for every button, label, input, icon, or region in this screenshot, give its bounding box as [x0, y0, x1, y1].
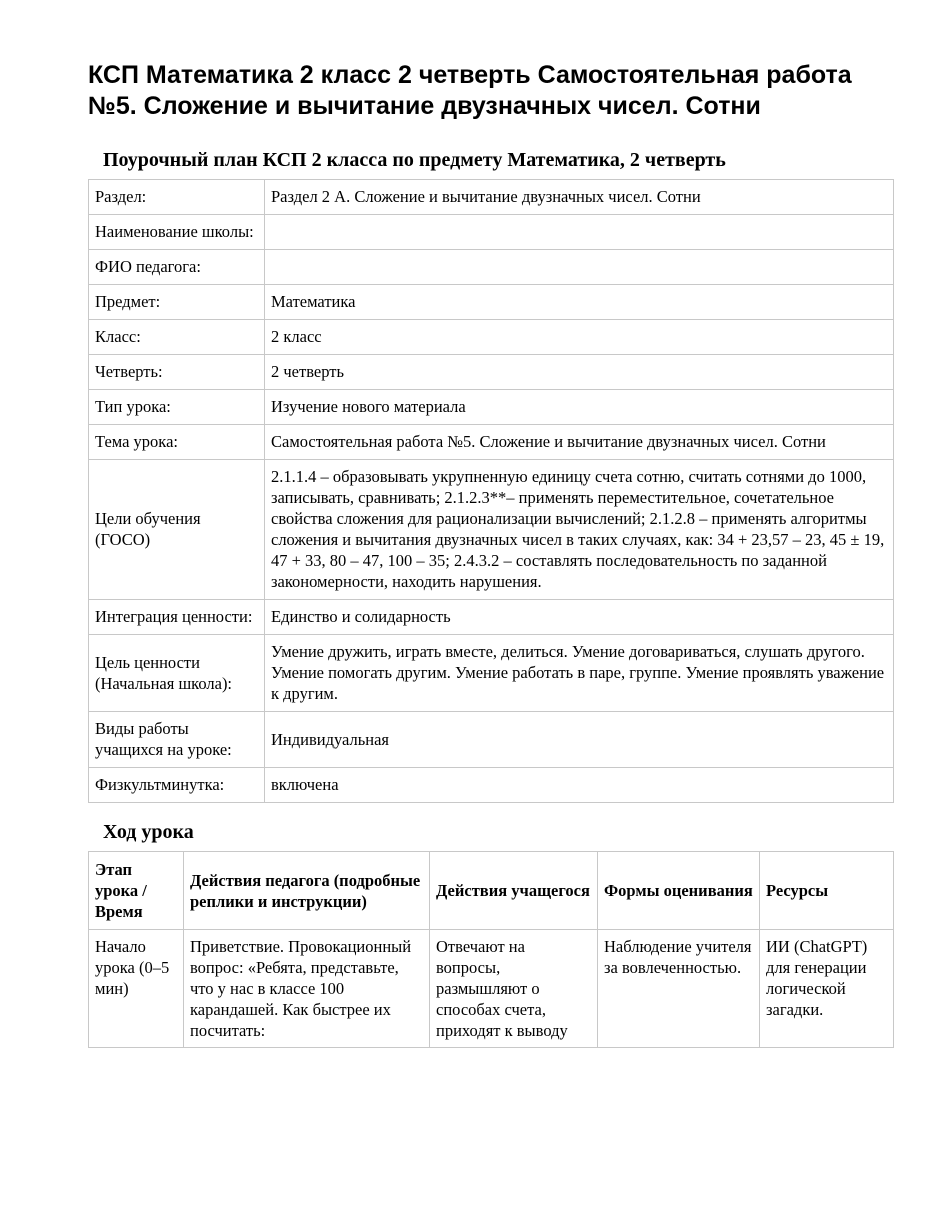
column-header-teacher: Действия педагога (подробные реплики и инструкции) — [184, 852, 430, 930]
column-header-student: Действия учащегося — [430, 852, 598, 930]
info-label-physical-break: Физкультминутка: — [89, 768, 265, 803]
info-value-work-types: Индивидуальная — [265, 712, 894, 768]
table-row — [89, 635, 894, 712]
table-row — [89, 215, 894, 250]
info-value-lesson-type: Изучение нового материала — [265, 390, 894, 425]
info-value-quarter: 2 четверть — [265, 355, 894, 390]
info-value-goals: 2.1.1.4 – образовывать укрупненную единицу счета сотню, считать сотнями до 1000, записывать, сравнивать; 2.1.2.3**– применять переместительное, сочетательное свойства сложения для рационализации вычислений; 2.1.2.8 – применять алгоритмы сложения и вычитания двузначных чисел в таких случаях, как: 34 + 23,57 – 23, 45 ± 19, 47 + 33, 80 – 47, 100 – 35; 2.4.3.2 – составлять последовательность по заданной закономерности, находить нарушения. — [265, 460, 894, 600]
lesson-cell-resources: ИИ (ChatGPT) для генерации логической загадки. — [760, 930, 894, 1048]
info-value-school — [265, 215, 894, 250]
info-label-subject: Предмет: — [89, 285, 265, 320]
lesson-flow-table — [88, 851, 894, 1048]
document-page — [88, 0, 893, 1048]
document-title: КСП Математика 2 класс 2 четверть Самостоятельная работа №5. Сложение и вычитание двузначных чисел. Сотни — [88, 61, 852, 120]
info-label-lesson-type: Тип урока: — [89, 390, 265, 425]
info-value-value-goal: Умение дружить, играть вместе, делиться. Умение договариваться, слушать другого. Умение помогать другим. Умение работать в паре, группе. Умение проявлять уважение к другим. — [265, 635, 894, 712]
info-label-work-types: Виды работы учащихся на уроке: — [89, 712, 265, 768]
table-row — [89, 600, 894, 635]
table-header-row — [89, 852, 894, 930]
lesson-cell-student: Отвечают на вопросы, размышляют о способах счета, приходят к выводу — [430, 930, 598, 1048]
column-header-resources: Ресурсы — [760, 852, 894, 930]
table-row — [89, 460, 894, 600]
table-row — [89, 285, 894, 320]
info-label-section: Раздел: — [89, 180, 265, 215]
lesson-flow-heading: Ход урока — [103, 821, 194, 843]
info-value-physical-break: включена — [265, 768, 894, 803]
lesson-cell-stage: Начало урока (0–5 мин) — [89, 930, 184, 1048]
info-label-topic: Тема урока: — [89, 425, 265, 460]
plan-heading: Поурочный план КСП 2 класса по предмету Математика, 2 четверть — [103, 149, 726, 171]
info-value-subject: Математика — [265, 285, 894, 320]
lesson-cell-teacher: Приветствие. Провокационный вопрос: «Ребята, представьте, что у нас в классе 100 карандашей. Как быстрее их посчитать: — [184, 930, 430, 1048]
info-label-quarter: Четверть: — [89, 355, 265, 390]
column-header-stage: Этап урока / Время — [89, 852, 184, 930]
info-value-topic: Самостоятельная работа №5. Сложение и вычитание двузначных чисел. Сотни — [265, 425, 894, 460]
lesson-cell-assessment: Наблюдение учителя за вовлеченностью. — [598, 930, 760, 1048]
info-label-grade: Класс: — [89, 320, 265, 355]
table-row — [89, 768, 894, 803]
table-row — [89, 250, 894, 285]
table-row — [89, 712, 894, 768]
info-label-goals: Цели обучения (ГОСО) — [89, 460, 265, 600]
table-row — [89, 390, 894, 425]
table-row — [89, 180, 894, 215]
lesson-info-table — [88, 179, 894, 803]
info-label-values: Интеграция ценности: — [89, 600, 265, 635]
info-value-teacher — [265, 250, 894, 285]
table-row — [89, 930, 894, 1048]
table-row — [89, 320, 894, 355]
info-label-value-goal: Цель ценности (Начальная школа): — [89, 635, 265, 712]
table-row — [89, 425, 894, 460]
info-value-section: Раздел 2 А. Сложение и вычитание двузначных чисел. Сотни — [265, 180, 894, 215]
column-header-assessment: Формы оценивания — [598, 852, 760, 930]
info-label-school: Наименование школы: — [89, 215, 265, 250]
info-value-values: Единство и солидарность — [265, 600, 894, 635]
info-label-teacher: ФИО педагога: — [89, 250, 265, 285]
table-row — [89, 355, 894, 390]
info-value-grade: 2 класс — [265, 320, 894, 355]
